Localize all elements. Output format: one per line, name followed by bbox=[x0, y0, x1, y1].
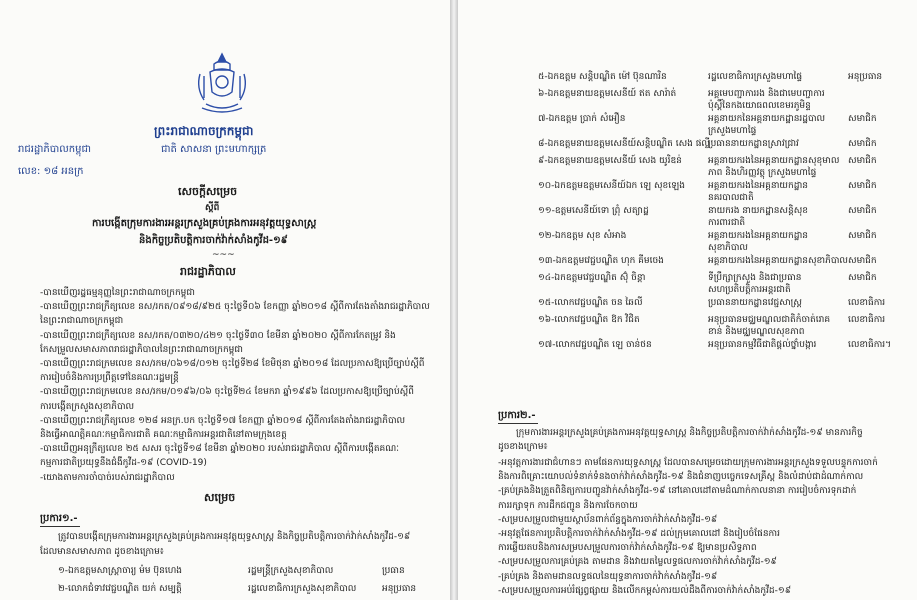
consideration-line: -យោងតាមការចាំបាច់របស់រាជរដ្ឋាភិបាល bbox=[40, 472, 175, 483]
member-role: ប្រធាន bbox=[382, 566, 405, 576]
member-title: ប្រធាននាយកដ្ឋានស្រាវជ្រាវ bbox=[708, 139, 799, 149]
consideration-line: ការបង្កើតក្រសួងសុខាភិបាល bbox=[40, 401, 135, 412]
duty-line: -សម្របសម្រួលជាមួយស្ថាប័នពាក់ព័ន្ធក្នុងការចាក់វ៉ាក់សាំងកូវីដ-១៩ bbox=[498, 514, 718, 525]
article-2-intro-line-2: ដូចខាងក្រោម៖ bbox=[498, 442, 548, 452]
document-type: សេចក្ដីសម្រេច bbox=[178, 185, 238, 198]
consideration-line: -បានឃើញព្រះរាជក្រឹត្យលេខ នស/រកត/០៩១៨/៩២៥ ចុះថ្ងៃទី០៦ ខែកញ្ញា ឆ្នាំ២០១៨ ស្ដីពីការតែងតាំងរាជរដ្ឋាភិបាល bbox=[40, 302, 430, 313]
consideration-line: -បានឃើញព្រះរាជក្រឹត្យលេខ ១២៨ អនក្រ.បក ចុះថ្ងៃទី១៧ ខែកញ្ញា ឆ្នាំ២០១៨ ស្ដីពីការតែងតាំងរាជរដ្ឋាភិបាល bbox=[40, 415, 406, 426]
member-name: ១១-ឧត្តមសេនីយ៍ទោ ព្រុំ សត្យាដ្ឋ bbox=[538, 206, 649, 216]
member-title2: ក្រសួងមហាផ្ទៃ bbox=[708, 126, 757, 136]
page-gutter bbox=[450, 0, 458, 600]
duty-line: -អនុវត្តការងារជាជំហានៗ តាមផែនការយុទ្ធសាស្ត្រ ដែលបានសម្រេចដោយក្រុមការងារអន្តរក្រសួងទទួលបន្ទុកការចាក់ bbox=[498, 458, 878, 468]
member-role: សមាជិក bbox=[848, 231, 877, 241]
member-name: ១០-ឯកឧត្តមឧត្តមសេនីយ៍ឯក ឡេ សុខឡេង bbox=[538, 181, 685, 191]
duty-line: -សម្របសម្រួលការគ្រប់គ្រង តាមដាន និងវាយតម្លៃលទ្ធផលការចាក់វ៉ាក់សាំងកូវីដ-១៩ bbox=[498, 557, 777, 568]
member-title2: នគរបាលជាតិ bbox=[708, 193, 754, 203]
member-role: សមាជិក bbox=[848, 256, 877, 266]
document-number: លេខ: ១៨ អនក្រ bbox=[18, 166, 84, 177]
member-name: ៨-ឯកឧត្តមនាយឧត្តមសេនីយ៍សន្តិបណ្ឌិត សេង ផល្លី bbox=[538, 139, 711, 149]
member-role: អនុប្រធាន bbox=[848, 72, 883, 82]
member-title: អគ្គនាយករងនៃអគ្គនាយកដ្ឋានសុខាភិបាល bbox=[708, 256, 848, 266]
member-title: អគ្គនាយកនៃអគ្គនាយកដ្ឋានរដ្ឋបាល bbox=[708, 114, 826, 124]
member-name: ២-លោកជំទាវវេជ្ជបណ្ឌិត យក់ សម្បត្តិ bbox=[58, 584, 182, 594]
consideration-line: ការរៀបចំនិងការប្រព្រឹត្តទៅនៃគណៈរដ្ឋមន្ត្រី bbox=[40, 373, 179, 384]
member-role: អនុប្រធាន bbox=[382, 584, 417, 594]
consideration-line: កែសម្រួលសមាសភាពរាជរដ្ឋាភិបាលនៃព្រះរាជាណាចក្រកម្ពុជា bbox=[40, 344, 243, 355]
member-title: រដ្ឋលេខាធិការក្រសួងសុខាភិបាល bbox=[248, 584, 357, 594]
royal-coat-of-arms-icon bbox=[192, 52, 252, 116]
member-title: អគ្គនាយករងនៃអគ្គនាយកដ្ឋានសុខុមាល bbox=[708, 156, 840, 166]
duty-line: ការឆ្លើយតបនិងការសម្របសម្រួលការចាក់វ៉ាក់សាំងកូវីដ-១៩ ឱ្យមានប្រសិទ្ធភាព bbox=[498, 543, 757, 554]
consideration-line: -បានឃើញព្រះរាជក្រមលេខ នស/រកម/០៦១៨/០១២ ចុះថ្ងៃទី២៨ ខែមិថុនា ឆ្នាំ២០១៨ ដែលប្រកាសឱ្យប្រើច្បាប់ស្ដីពី bbox=[40, 359, 425, 369]
duty-line: និងការពិគ្រោះយោបល់ទំនាក់ទំនងចាក់វ៉ាក់សាំងកូវីដ-១៩ និងជំនាញបច្ចេកទេសគ្រឹស្ត និងលំដាប់ជាដំណាក់កាល bbox=[498, 472, 864, 483]
member-title2: ខាន់ និងមជ្ឈមណ្ឌលសុខភាព bbox=[708, 327, 805, 337]
member-name: ១៥-លោកវេជ្ជបណ្ឌិត ចន ឆៃលី bbox=[538, 298, 643, 308]
member-name: ៥-ឯកឧត្តម សន្តិបណ្ឌិត ម៉ៅ ប៊ុនណារិន bbox=[538, 72, 667, 82]
member-title: ទីប្រឹក្សាក្រសួង និងជាប្រធាន bbox=[708, 273, 802, 283]
issuer-name: រាជរដ្ឋាភិបាលកម្ពុជា bbox=[18, 144, 91, 155]
subject-line-2: និងកិច្ចប្រតិបត្តិការចាក់វ៉ាក់សាំងកូវីដ-១៩ bbox=[139, 235, 288, 246]
consideration-line: នៃព្រះរាជាណាចក្រកម្ពុជា bbox=[40, 316, 124, 327]
member-name: ១២-ឯកឧត្តម សុខ សំអាង bbox=[538, 231, 627, 241]
member-title2: សុខាភិបាល bbox=[708, 243, 748, 253]
member-name: ៩-ឯកឧត្តមនាយឧត្តមសេនីយ៍ សេង យូរិឌន់ bbox=[538, 156, 682, 166]
member-role: លេខាធិការ។ bbox=[848, 340, 892, 350]
subject-prefix: ស្ដីពី bbox=[205, 203, 220, 213]
member-title2: ការពារជាតិ bbox=[708, 218, 746, 228]
article-1-label: ប្រការ១.- bbox=[40, 513, 78, 524]
subject-line-1: ការបង្កើតក្រុមការងារអន្តរក្រសួងគ្រប់គ្រងការអនុវត្តយុទ្ធសាស្ត្រ bbox=[92, 218, 317, 229]
article-2-label: ប្រការ២.- bbox=[498, 410, 536, 421]
consideration-line: កម្មការជាតិប្រយុទ្ធនឹងជំងឺកូវីដ-១៩ (COVID-19) bbox=[40, 458, 207, 469]
ornament-divider: ~~~ bbox=[212, 250, 235, 260]
kingdom-title: ព្រះរាជាណាចក្រកម្ពុជា bbox=[154, 124, 254, 138]
duty-line: -គ្រប់គ្រង និងតាមដានលទ្ធផលនៃយុទ្ធនាការចាក់វ៉ាក់សាំងកូវីដ-១៩ bbox=[498, 571, 718, 582]
duty-line: -គ្រប់គ្រងនិងត្រួតពិនិត្យការបញ្ជូនវ៉ាក់សាំងកូវីដ-១៩ នៅគោលដៅតាមដំណាក់កាលនានា ការរៀបចំការទុកដាក់ bbox=[498, 486, 857, 497]
member-name: ៧-ឯកឧត្តម ប្រាក់ សំអឿន bbox=[538, 114, 626, 124]
duty-line: -សម្របសម្រួលការអប់រំផ្សព្វផ្សាយ និងលើកកម្ពស់ការយល់ដឹងពីការចាក់វ៉ាក់សាំងកូវីដ-១៩ bbox=[498, 585, 792, 596]
article-1-body-line-1: ត្រូវបានបង្កើតក្រុមការងារអន្តរក្រសួងគ្រប់គ្រងការអនុវត្តយុទ្ធសាស្ត្រ និងកិច្ចប្រតិបត្តិការចាក់វ៉ាក់សាំងកូវីដ-១៩ bbox=[58, 532, 411, 542]
member-title: ប្រធាននាយកដ្ឋានវេជ្ជសាស្ត្រ bbox=[708, 298, 802, 308]
right-page bbox=[458, 0, 917, 600]
consideration-line: -បានឃើញព្រះរាជក្រឹត្យលេខ នស/រកត/០៣២០/៤២១ ចុះថ្ងៃទី៣០ ខែមីនា ឆ្នាំ២០២០ ស្ដីពីការកែតម្រូវ និង bbox=[40, 330, 396, 341]
member-role: សមាជិក bbox=[848, 114, 877, 124]
member-role: សមាជិក bbox=[848, 273, 877, 283]
member-name: ១៦-លោកវេជ្ជបណ្ឌិត ឱក វិជិត bbox=[538, 315, 640, 325]
consideration-line: -បានឃើញព្រះរាជក្រមលេខ នស/រកម/០១៩៦/០៦ ចុះថ្ងៃទី២៤ ខែមករា ឆ្នាំ១៩៩៦ ដែលប្រកាសឱ្យប្រើច្បាប់ស្ដីពី bbox=[40, 387, 414, 398]
member-role: លេខាធិការ bbox=[848, 298, 886, 308]
member-title2: សហប្រតិបត្តិការអន្តរជាតិ bbox=[708, 285, 791, 295]
member-title: អគ្គនាយករងនៃអគ្គនាយកដ្ឋាន bbox=[708, 231, 808, 241]
member-name: ១៧-លោកវេជ្ជបណ្ឌិត ឡេ ចាន់ថន bbox=[538, 340, 652, 350]
left-page bbox=[0, 0, 450, 600]
duty-line: ការរក្សាទុក ការដឹកជញ្ជូន និងការចែកចាយ bbox=[498, 500, 638, 511]
member-name: ១-ឯកឧត្តមសាស្ត្រាចារ្យ ម៉ម ប៊ុនហេង bbox=[58, 566, 182, 576]
article-1-underline bbox=[40, 526, 80, 527]
member-role: លេខាធិការ bbox=[848, 315, 886, 325]
member-title: នាយករង នាយកដ្ឋានសន្តិសុខ bbox=[708, 206, 808, 216]
member-title: អគ្គនាយករងនៃអគ្គនាយកដ្ឋាន bbox=[708, 181, 808, 191]
member-name: ១៤-ឯកឧត្តមវេជ្ជបណ្ឌិត ស៊ុំ ចិន្ដា bbox=[538, 273, 646, 283]
article-2-intro-line-1: ក្រុមការងារអន្តរក្រសួងគ្រប់គ្រងការអនុវត្តយុទ្ធសាស្ត្រ និងកិច្ចប្រតិបត្តិការចាក់វ៉ាក់សាំងកូវីដ-១៩ មានភារកិច្ច bbox=[516, 428, 863, 438]
member-role: សមាជិក bbox=[848, 181, 877, 191]
article-1-body-line-2: ដែលមានសមាសភាព ដូចខាងក្រោម៖ bbox=[40, 547, 164, 557]
member-title: រដ្ឋមន្ត្រីក្រសួងសុខាភិបាល bbox=[248, 566, 334, 576]
duty-line: -អនុវត្តផែនការប្រតិបត្តិការចាក់វ៉ាក់សាំងកូវីដ-១៩ ដល់ក្រុមគោលដៅ និងរៀបចំផែនការ bbox=[498, 529, 780, 539]
member-role: សមាជិក bbox=[848, 206, 877, 216]
member-title: អនុប្រធានមជ្ឈមណ្ឌលជាតិកំចាត់រោគ bbox=[708, 315, 831, 325]
member-title2: ភាព និងហិរញ្ញវត្ថុ ក្រសួងមហាផ្ទៃ bbox=[708, 168, 817, 178]
consideration-line: និងធ្វើអាណត្តិគណៈកម្មាធិការជាតិ គណៈកម្មាធិការអន្តរជាតិនៅតាមក្រុងខេត្ត bbox=[40, 430, 287, 440]
decision-heading: សម្រេច bbox=[204, 491, 236, 504]
member-role: សមាជិក bbox=[848, 156, 877, 166]
member-name: ៦-ឯកឧត្តមនាយឧត្តមសេនីយ៍ ឥត សារ៉ាត់ bbox=[538, 89, 677, 99]
government-heading: រាជរដ្ឋាភិបាល bbox=[180, 265, 236, 278]
member-name: ១៣-ឯកឧត្តមវេជ្ជបណ្ឌិត ហុក គីមចេង bbox=[538, 256, 664, 266]
member-role: សមាជិក bbox=[848, 139, 877, 149]
national-motto: ជាតិ សាសនា ព្រះមហាក្សត្រ bbox=[161, 144, 267, 155]
member-title: រដ្ឋលេខាធិការក្រសួងមហាផ្ទៃ bbox=[708, 72, 803, 82]
article-2-underline bbox=[498, 423, 538, 424]
member-title: អគ្គមេបញ្ជាការរង និងជាមេបញ្ជាការ bbox=[708, 89, 825, 99]
consideration-line: -បានឃើញរដ្ឋធម្មនុញ្ញនៃព្រះរាជាណាចក្រកម្ពុជា bbox=[40, 288, 195, 298]
member-title2: ប៉ុស្តិ៍នៃកងយោធពលខេមរភូមិន្ទ bbox=[708, 101, 811, 111]
member-title: អនុប្រធានកម្មវិធីជាតិផ្តល់ថ្នាំបង្ការ bbox=[708, 340, 817, 350]
consideration-line: -បានឃើញអនុក្រឹត្យលេខ ២៥ សសរ ចុះថ្ងៃទី១៨ ខែមីនា ឆ្នាំ២០២០ របស់រាជរដ្ឋាភិបាល ស្ដីពីការបង្កើតគណៈ bbox=[40, 444, 399, 455]
